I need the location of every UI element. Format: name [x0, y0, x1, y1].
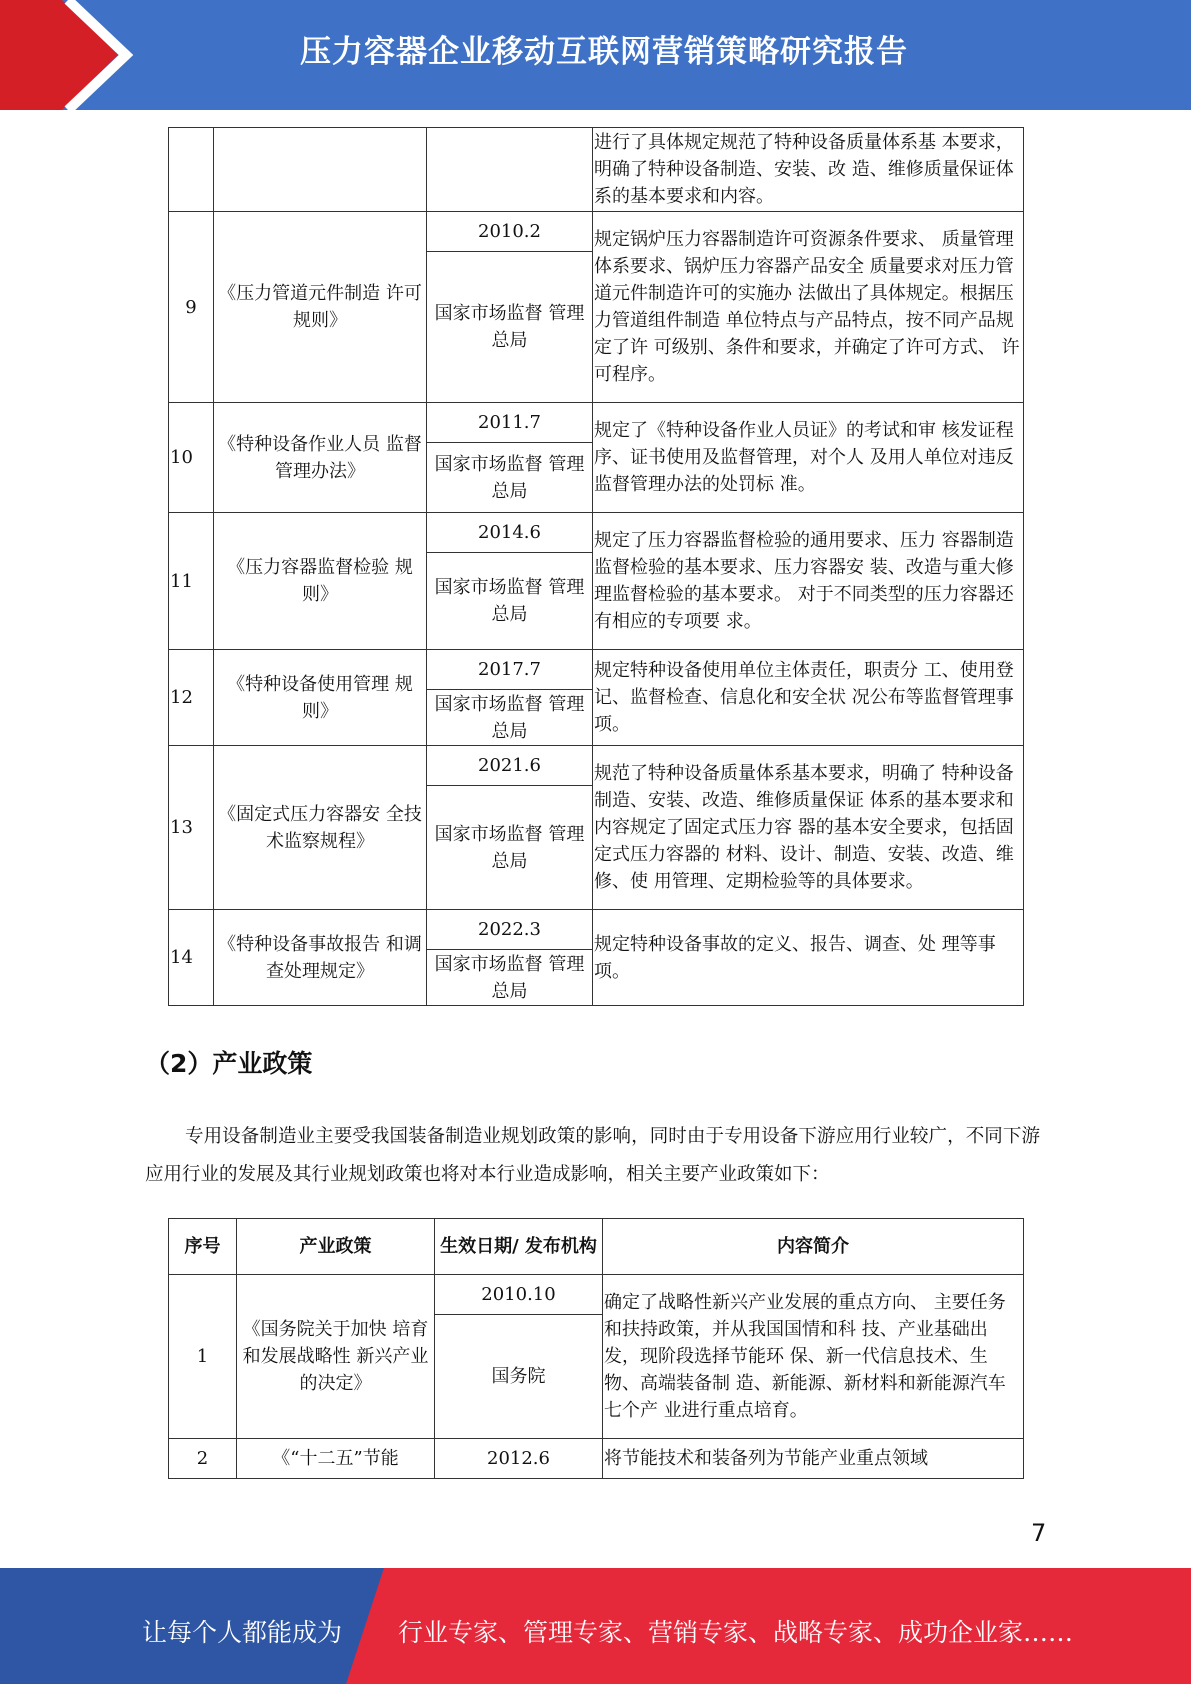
row-number: 9 [169, 212, 214, 403]
table-row [169, 746, 1024, 786]
row-number: 2 [169, 1439, 237, 1479]
issuing-authority: 国家市场监督 管理总局 [427, 786, 593, 910]
regulation-name: 《特种设备事故报告 和调查处理规定》 [214, 910, 427, 1006]
effective-date: 2010.2 [427, 212, 593, 252]
policy-summary: 将节能技术和装备列为节能产业重点领域 [603, 1439, 1024, 1479]
effective-date: 2017.7 [427, 650, 593, 690]
regulation-name: 《压力管道元件制造 许可规则》 [214, 212, 427, 403]
regulation-name: 《压力容器监督检验 规则》 [214, 513, 427, 650]
table-row [169, 128, 1024, 212]
body-paragraph: 专用设备制造业主要受我国装备制造业规划政策的影响，同时由于专用设备下游应用行业较广，不同下游应用行业的发展及其行业规划政策也将对本行业造成影响，相关主要产业政策如下： [145, 1126, 1040, 1185]
header-date-org: 生效日期/ 发布机构 [435, 1219, 603, 1275]
issuing-authority: 国家市场监督 管理总局 [427, 690, 593, 746]
regulation-name: 《特种设备使用管理 规则》 [214, 650, 427, 746]
issuing-authority: 国家市场监督 管理总局 [427, 950, 593, 1006]
regulation-name: 《特种设备作业人员 监督管理办法》 [214, 403, 427, 513]
header-description: 内容简介 [603, 1219, 1024, 1275]
report-header [0, 0, 1191, 110]
table-row [169, 513, 1024, 553]
page-number: 7 [1031, 1519, 1047, 1547]
header-number: 序号 [169, 1219, 237, 1275]
row-number: 10 [169, 403, 214, 513]
table-row [169, 1439, 1024, 1479]
regulations-table [168, 127, 1024, 1006]
header-policy: 产业政策 [237, 1219, 435, 1275]
issuing-authority: 国家市场监督 管理总局 [427, 252, 593, 403]
regulation-summary: 规定锅炉压力容器制造许可资源条件要求、 质量管理体系要求、锅炉压力容器产品安全 质量要求对压力管道元件制造许可的实施办 法做出了具体规定。根据压力管道组件制造 单位特点与产品特点，按不同产品规定了许 可级别、条件和要求，并确定了许可方式、 许可程序。 [593, 212, 1024, 403]
table-cell-desc: 进行了具体规定规范了特种设备质量体系基 本要求，明确了特种设备制造、安装、改 造、维修质量保证体系的基本要求和内容。 [593, 128, 1024, 212]
row-number: 1 [169, 1275, 237, 1439]
effective-date: 2011.7 [427, 403, 593, 443]
effective-date: 2022.3 [427, 910, 593, 950]
regulation-summary: 规定特种设备事故的定义、报告、调查、处 理等事项。 [593, 910, 1024, 1006]
header-title: 压力容器企业移动互联网营销策略研究报告 [300, 34, 908, 70]
row-number: 11 [169, 513, 214, 650]
table-cell [427, 128, 593, 212]
policy-summary: 确定了战略性新兴产业发展的重点方向、 主要任务和扶持政策，并从我国国情和科 技、产业基础出发，现阶段选择节能环 保、新一代信息技术、生物、高端装备制 造、新能源、新材料和新能源汽车七个产 业进行重点培育。 [603, 1275, 1024, 1439]
table-row [169, 650, 1024, 690]
table-cell [214, 128, 427, 212]
table-header-row [169, 1219, 1024, 1275]
row-number: 12 [169, 650, 214, 746]
table-cell [169, 128, 214, 212]
table-row [169, 403, 1024, 443]
effective-date: 2021.6 [427, 746, 593, 786]
issuing-authority: 国家市场监督 管理总局 [427, 553, 593, 650]
industrial-policy-table [168, 1218, 1024, 1479]
row-number: 14 [169, 910, 214, 1006]
section-title: （2）产业政策 [145, 1049, 313, 1078]
regulation-summary: 规定了《特种设备作业人员证》的考试和审 核发证程序、证书使用及监督管理，对个人 及用人单位对违反监督管理办法的处罚标 准。 [593, 403, 1024, 513]
regulation-summary: 规范了特种设备质量体系基本要求，明确了 特种设备制造、安装、改造、维修质量保证 体系的基本要求和内容规定了固定式压力容 器的基本安全要求，包括固定式压力容器的 材料、设计、制造、安装、改造、维修、使 用管理、定期检验等的具体要求。 [593, 746, 1024, 910]
regulation-name: 《固定式压力容器安 全技术监察规程》 [214, 746, 427, 910]
issuing-authority: 国家市场监督 管理总局 [427, 443, 593, 513]
regulation-summary: 规定了压力容器监督检验的通用要求、压力 容器制造监督检验的基本要求、压力容器安 装、改造与重大修理监督检验的基本要求。 对于不同类型的压力容器还有相应的专项要 求。 [593, 513, 1024, 650]
table-row [169, 910, 1024, 950]
footer-slogan-right: 行业专家、管理专家、营销专家、战略专家、成功企业家…… [398, 1618, 1074, 1647]
table-row [169, 212, 1024, 252]
effective-date: 2012.6 [435, 1439, 603, 1479]
regulation-summary: 规定特种设备使用单位主体责任，职责分 工、使用登记、监督检查、信息化和安全状 况公布等监督管理事项。 [593, 650, 1024, 746]
row-number: 13 [169, 746, 214, 910]
effective-date: 2014.6 [427, 513, 593, 553]
footer-slogan-left: 让每个人都能成为 [142, 1618, 343, 1647]
policy-name: 《国务院关于加快 培育和发展战略性 新兴产业的决定》 [237, 1275, 435, 1439]
policy-name: 《“十二五”节能 [237, 1439, 435, 1479]
table-row [169, 1275, 1024, 1315]
effective-date: 2010.10 [435, 1275, 603, 1315]
issuing-authority: 国务院 [435, 1315, 603, 1439]
